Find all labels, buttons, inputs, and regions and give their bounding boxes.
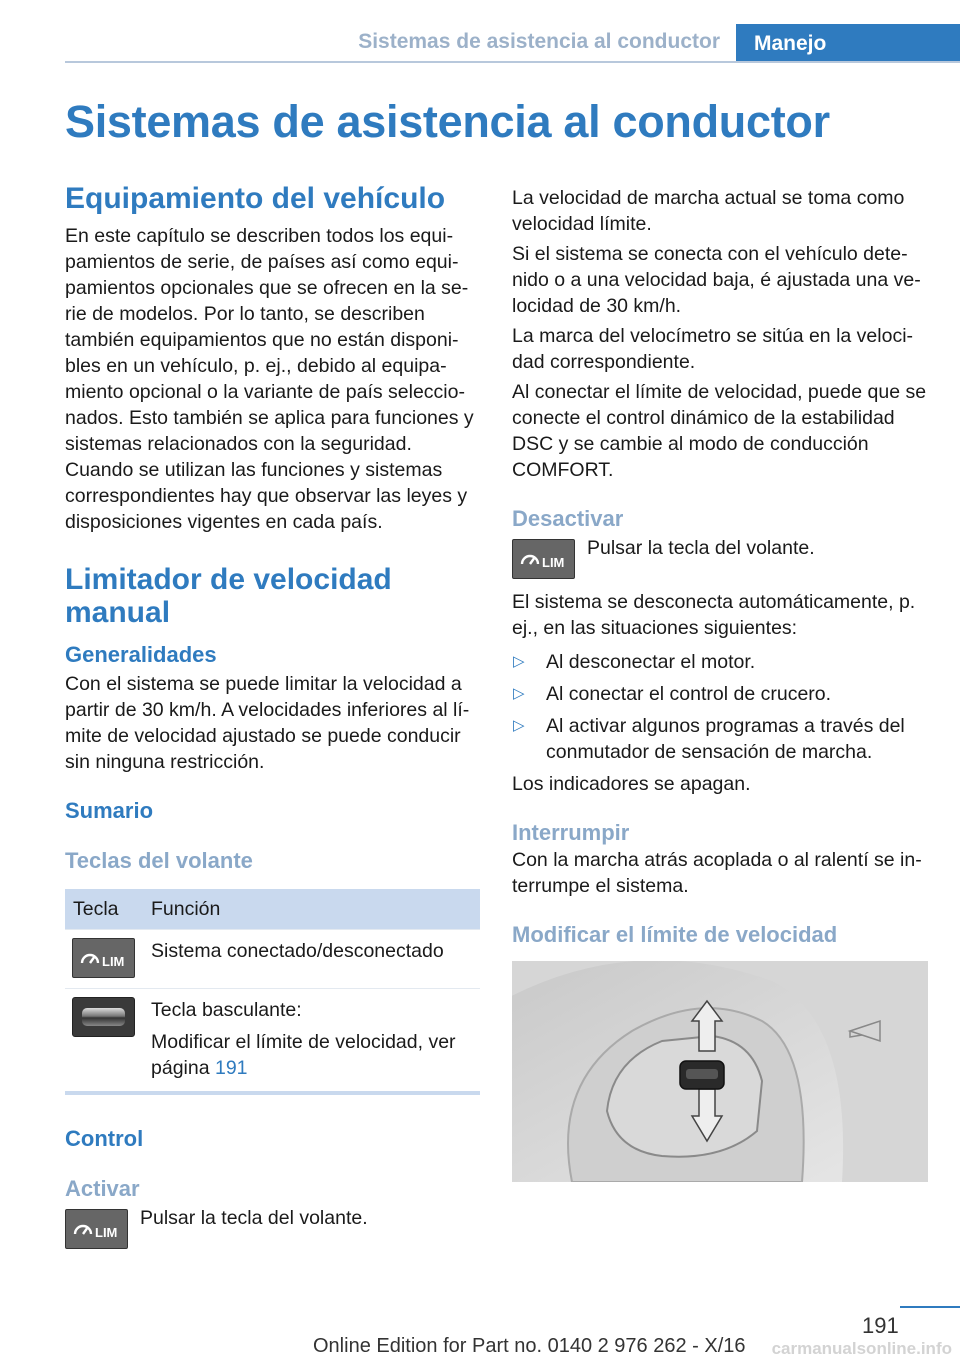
steering-wheel-photo [512, 961, 928, 1182]
triangle-bullet-icon: ▷ [513, 653, 525, 670]
triangle-bullet-icon: ▷ [513, 717, 525, 734]
header-chapter-tab[interactable]: Manejo [736, 24, 960, 63]
lim-label: LIM [95, 1224, 118, 1240]
right-column [512, 185, 927, 1182]
control-heading: Control [65, 1125, 144, 1151]
lim-label: LIM [542, 555, 565, 570]
indicators-text: Los indicadores se apagan. [512, 773, 751, 795]
right-paragraph-4: Al conectar el límite de velocidad, puede que se conecte el control dinámico de la estabilidad DSC y se cambie al modo de conducción COMFORT. [512, 381, 927, 481]
interrupt-text: Con la marcha atrás acoplada o al ralentí se interrumpe el sistema. [512, 849, 922, 897]
limiter-heading: Limitador de velocidad manual [65, 563, 392, 629]
deactivate-text: Pulsar la tecla del volante. [587, 537, 815, 559]
watermark: carmanualsonline.info [771, 1339, 952, 1358]
footer-edition: Online Edition for Part no. 0140 2 976 262 - X/16 [313, 1335, 746, 1357]
deactivate-row [512, 535, 927, 579]
activate-text: Pulsar la tecla del volante. [140, 1206, 368, 1229]
footer-rule [900, 1306, 960, 1308]
rocker-text: Modificar el límite de velocidad, ver página 191 [151, 1030, 456, 1079]
interrupt-heading: Interrumpir [512, 820, 630, 845]
table-header-function: Función [143, 889, 480, 929]
speed-limiter-lim-icon [512, 539, 575, 579]
right-paragraph-1: La velocidad de marcha actual se toma como velocidad límite. [512, 187, 905, 235]
activate-heading: Activar [65, 1175, 140, 1201]
page-number: 191 [862, 1313, 899, 1338]
table-cell-function: Sistema conectado/desconectado [143, 929, 480, 988]
summary-heading: Sumario [65, 798, 154, 823]
page-title: Sistemas de asistencia al conductor [65, 96, 830, 147]
activate-row [65, 1205, 480, 1249]
auto-off-text: El sistema se desconecta automáticamente, p. ej., en las situaciones siguientes: [512, 591, 916, 639]
lim-label: LIM [102, 953, 125, 969]
equipment-text: En este capítulo se describen todos los equipamientos de serie, de países así como equipamientos opcionales que se ofrecen en la serie de modelos. Por lo tanto, se describen también equipamientos que no están disponibles en un vehículo, p. ej., debido al equipamiento opcional o la variante de país seleccionados. Esto también se aplica para funciones y sistemas relacionados con la seguridad. [65, 225, 474, 455]
right-paragraph-2: Si el sistema se conecta con el vehículo detenido o a una velocidad baja, é ajustada una velocidad de 30 km/h. [512, 243, 921, 317]
general-heading: Generalidades [65, 642, 217, 667]
modify-heading: Modificar el límite de velocidad [512, 922, 838, 947]
keys-table [65, 889, 480, 1095]
table-row [65, 988, 480, 1093]
rocker-title: Tecla basculante: [151, 998, 302, 1021]
header-section-title: Sistemas de asistencia al conductor [358, 30, 720, 53]
table-row [65, 929, 480, 988]
equipment-text-2: Cuando se utilizan las funciones y sistemas correspondientes hay que observar las leyes y disposiciones vigentes en cada país. [65, 459, 468, 533]
keys-heading: Teclas del volante [65, 848, 253, 873]
right-paragraph-3: La marca del velocímetro se sitúa en la velocidad correspondiente. [512, 325, 914, 373]
header-rule [65, 61, 960, 63]
deactivate-heading: Desactivar [512, 506, 624, 531]
list-item: ▷ Al activar algunos programas a través del conmutador de sensación de marcha. [513, 715, 905, 763]
list-item: ▷ Al desconectar el motor. [513, 651, 756, 673]
speed-limiter-lim-icon [65, 1209, 128, 1249]
list-item: ▷ Al conectar el control de crucero. [513, 683, 832, 705]
rocker-switch-icon [72, 997, 135, 1037]
page-link[interactable]: 191 [214, 1056, 248, 1079]
equipment-heading: Equipamiento del vehículo [65, 182, 446, 215]
triangle-bullet-icon: ▷ [513, 685, 525, 702]
deactivation-list [512, 649, 927, 765]
general-text: Con el sistema se puede limitar la velocidad a partir de 30 km/h. A velocidades inferiores al límite de velocidad ajustado se puede conducir sin ninguna restricción. [65, 673, 470, 773]
speed-limiter-lim-icon [72, 938, 135, 978]
left-column [65, 182, 480, 1249]
table-header-key: Tecla [65, 889, 143, 929]
